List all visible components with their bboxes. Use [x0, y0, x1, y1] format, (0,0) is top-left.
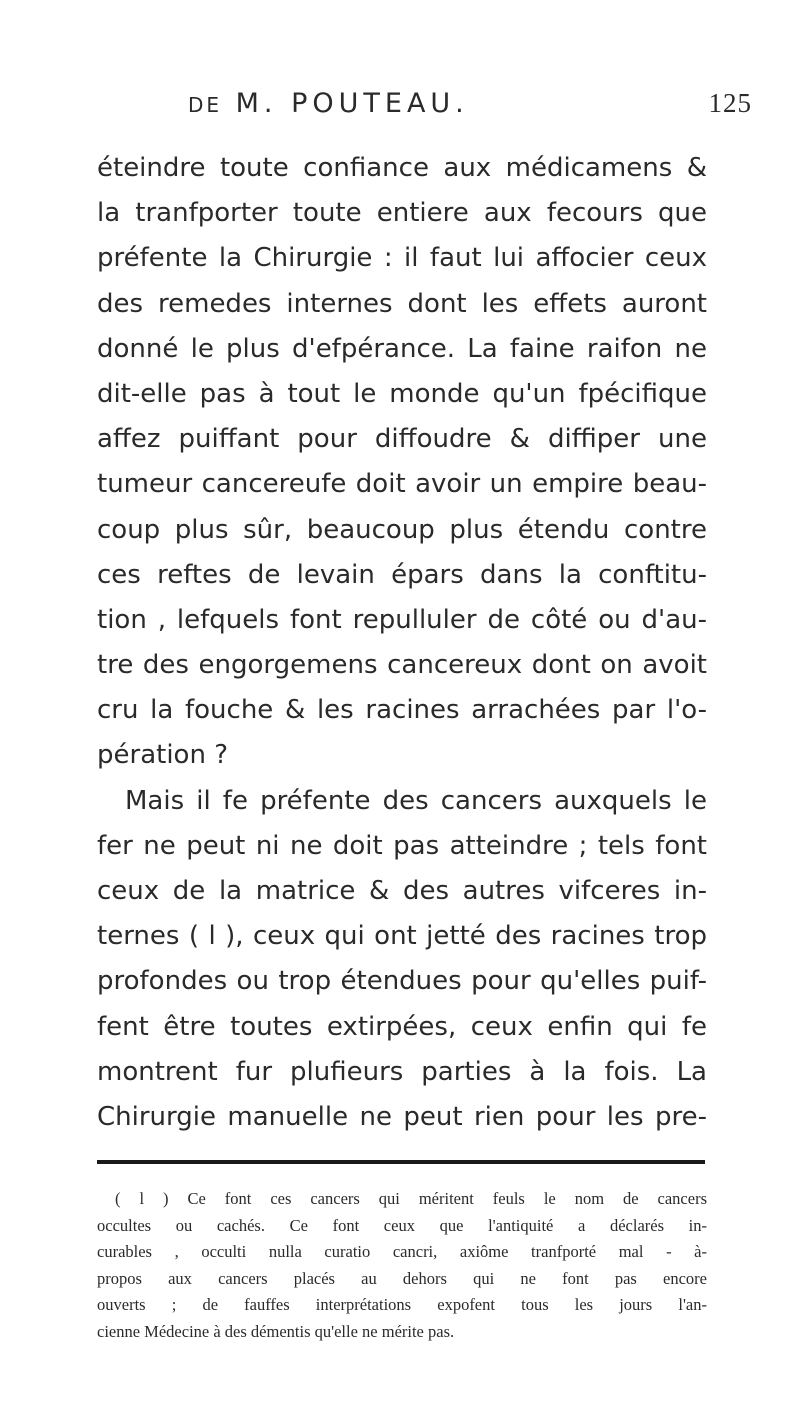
page-number: 125: [708, 88, 752, 118]
footnote-line: propos aux cancers placés au dehors qui ne font pas encore: [97, 1268, 707, 1288]
body-line: montrent fur plufieurs parties à la fois. La: [97, 1056, 707, 1087]
body-line-with-note-ref: ternes ( l ), ceux qui ont jetté des racines trop: [97, 921, 707, 952]
running-head-prefix: DE: [188, 93, 223, 117]
body-line: coup plus sûr, beaucoup plus étendu contre: [97, 514, 707, 545]
body-text: [97, 146, 707, 1140]
footnote: [97, 1186, 707, 1345]
body-line: éteindre toute confiance aux médicamens &: [97, 153, 707, 183]
paragraph-start-line: Mais il fe préfente des cancers auxquels le: [125, 785, 707, 816]
body-line: Chirurgie manuelle ne peut rien pour les pre-: [97, 1101, 707, 1132]
footnote-line: curables , occulti nulla curatio cancri, axiôme tranfporté mal - à-: [97, 1242, 707, 1261]
footnote-line: ouverts ; de fauffes interprétations expofent tous les jours l'an-: [97, 1295, 707, 1314]
body-line: tumeur cancereufe doit avoir un empire beau-: [97, 469, 707, 500]
body-line: préfente la Chirurgie : il faut lui affocier ceux: [97, 243, 707, 274]
body-line: tion , lefquels font repulluler de côté ou d'au-: [97, 604, 707, 635]
footnote-divider: [97, 1160, 705, 1164]
body-line: pération ?: [97, 740, 228, 771]
body-line: la tranfporter toute entiere aux fecours que: [97, 198, 707, 229]
running-head-author: M. POUTEAU.: [235, 88, 469, 119]
running-head: [188, 88, 752, 128]
body-line: fent être toutes extirpées, ceux enfin qui fe: [97, 1011, 707, 1042]
body-line: ceux de la matrice & des autres vifceres in-: [97, 876, 707, 906]
footnote-line: ( l ) Ce font ces cancers qui méritent feuls le nom de cancers: [115, 1189, 707, 1208]
body-line: ces reftes de levain épars dans la conftitu-: [97, 559, 707, 590]
footnote-line: cienne Médecine à des démentis qu'elle ne mérite pas.: [97, 1321, 455, 1341]
body-line: profondes ou trop étendues pour qu'elles puif-: [97, 966, 707, 997]
body-line: fer ne peut ni ne doit pas atteindre ; tels font: [97, 830, 707, 861]
footnote-line: occultes ou cachés. Ce font ceux que l'antiquité a déclarés in-: [97, 1215, 707, 1235]
body-line: donné le plus d'efpérance. La faine raifon ne: [97, 333, 707, 364]
body-line: affez puiffant pour diffoudre & diffiper une: [97, 424, 707, 455]
body-line: cru la fouche & les racines arrachées par l'o-: [97, 695, 707, 726]
body-line: des remedes internes dont les effets auront: [97, 288, 707, 319]
body-line: tre des engorgemens cancereux dont on avoit: [97, 650, 707, 681]
body-line: dit-elle pas à tout le monde qu'un fpécifique: [97, 378, 707, 409]
